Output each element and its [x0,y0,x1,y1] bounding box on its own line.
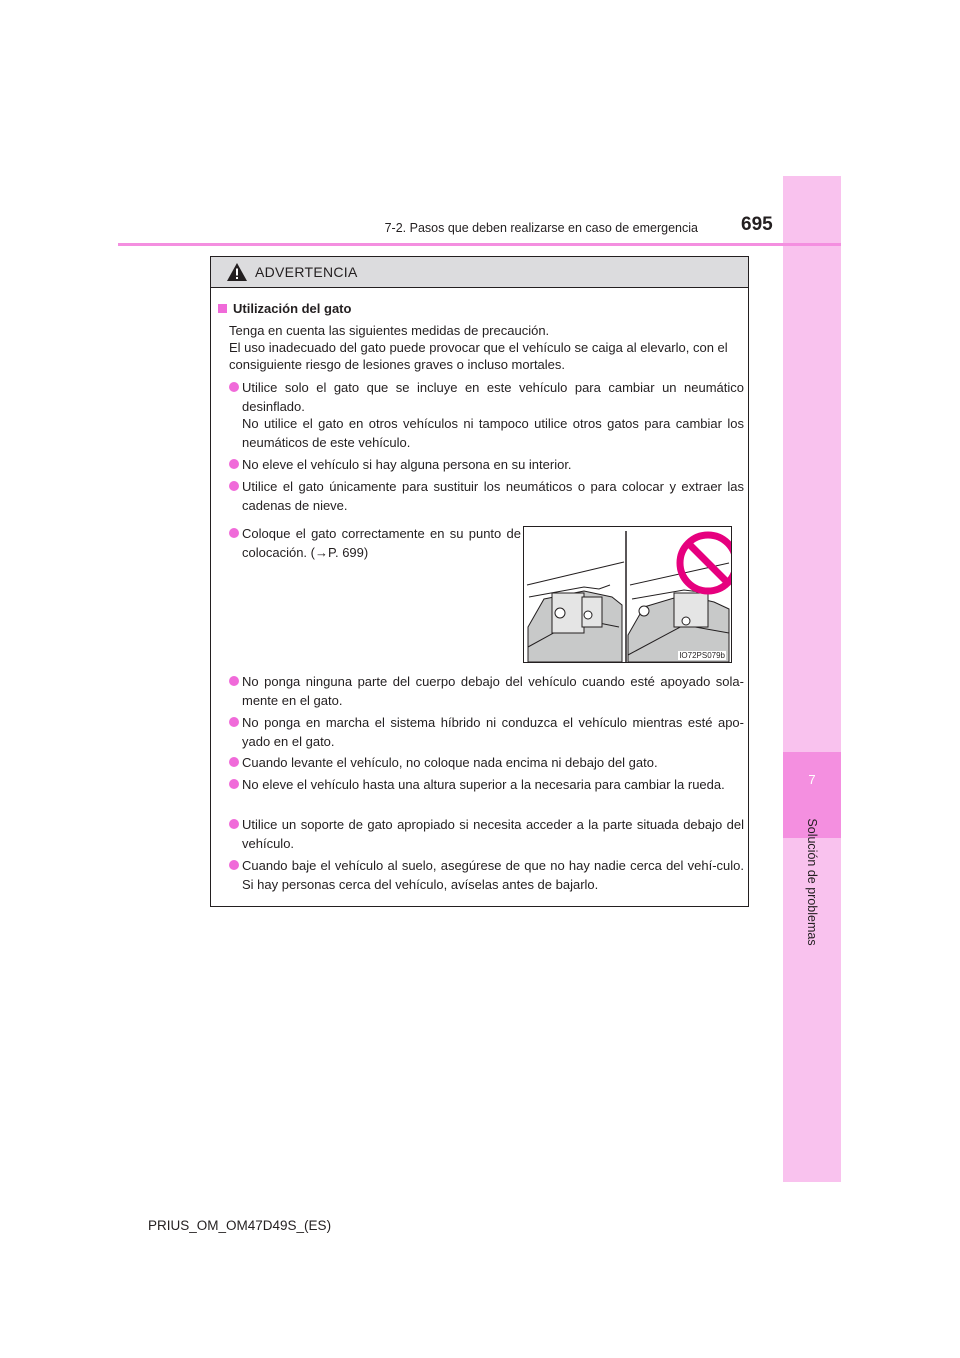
intro-line-1: Tenga en cuenta las siguientes medidas de precaución. [229,323,550,338]
header-rule [118,243,841,246]
bullet-icon [229,860,239,870]
list-item-text: Coloque el gato correctamente en su punto de colocación. (→P. 699) [242,526,521,560]
list-item [229,672,744,710]
bullet-icon [229,757,239,767]
jack-placement-figure [523,526,732,663]
bullet-icon [229,481,239,491]
list-item [229,455,744,474]
chapter-number: 7 [808,772,816,787]
square-bullet-icon [218,304,227,313]
list-item-text: No eleve el vehículo si hay alguna persona en su interior. [242,457,572,472]
figure-code: IO72PS079b [679,651,725,660]
warning-triangle-icon [226,262,248,282]
list-item-continuation [229,414,744,452]
list-item [229,775,744,794]
list-item [229,378,744,416]
list-item-text: Utilice un soporte de gato apropiado si necesita acceder a la parte situada debajo del vehículo. [242,817,744,851]
bullet-icon [229,459,239,469]
list-item-text: Utilice el gato únicamente para sustituir los neumáticos o para colocar y extraer las cadenas de nieve. [242,479,744,513]
warning-header [211,257,748,288]
bullet-icon [229,676,239,686]
section-heading: 7-2. Pasos que deben realizarse en caso de emergencia [384,221,698,235]
document-code: PRIUS_OM_OM47D49S_(ES) [148,1218,332,1233]
list-item [229,856,744,894]
bullet-icon [229,819,239,829]
jack-illustration [524,527,731,662]
warning-title: ADVERTENCIA [255,264,358,280]
page-number: 695 [741,214,773,235]
intro-line-2: El uso inadecuado del gato puede provocar que el vehículo se caiga al elevarlo, con el consiguiente riesgo de lesiones graves o incluso mortales. [229,340,728,372]
bullet-icon [229,779,239,789]
list-item-text: No utilice el gato en otros vehículos ni tampoco utilice otros gatos para cambiar los neumáticos de este vehículo. [242,416,744,450]
list-item-text: Cuando levante el vehículo, no coloque nada encima ni debajo del gato. [242,755,658,770]
list-item-text: No ponga ninguna parte del cuerpo debajo del vehículo cuando esté apoyado sola-mente en el gato. [242,674,744,708]
bullet-icon [229,717,239,727]
list-item-text: Utilice solo el gato que se incluye en este vehículo para cambiar un neumático desinflado. [242,380,744,414]
list-item [229,753,744,772]
list-item [229,477,744,515]
list-item [229,815,744,853]
list-item-text: No eleve el vehículo hasta una altura superior a la necesaria para cambiar la rueda. [242,777,725,792]
list-item [229,524,521,562]
list-item [229,713,744,751]
list-item-text: No ponga en marcha el sistema híbrido ni conduzca el vehículo mientras esté apo-yado en el gato. [242,715,744,749]
section-title [218,301,351,316]
bullet-icon [229,382,239,392]
list-item-text: Cuando baje el vehículo al suelo, asegúrese de que no hay nadie cerca del vehí-culo. Si hay personas cerca del vehículo, avíselas antes de bajarlo. [242,858,744,892]
section-title-text: Utilización del gato [233,301,352,316]
bullet-icon [229,528,239,538]
side-chapter-tab [783,176,841,1182]
chapter-title: Solución de problemas [805,818,819,946]
